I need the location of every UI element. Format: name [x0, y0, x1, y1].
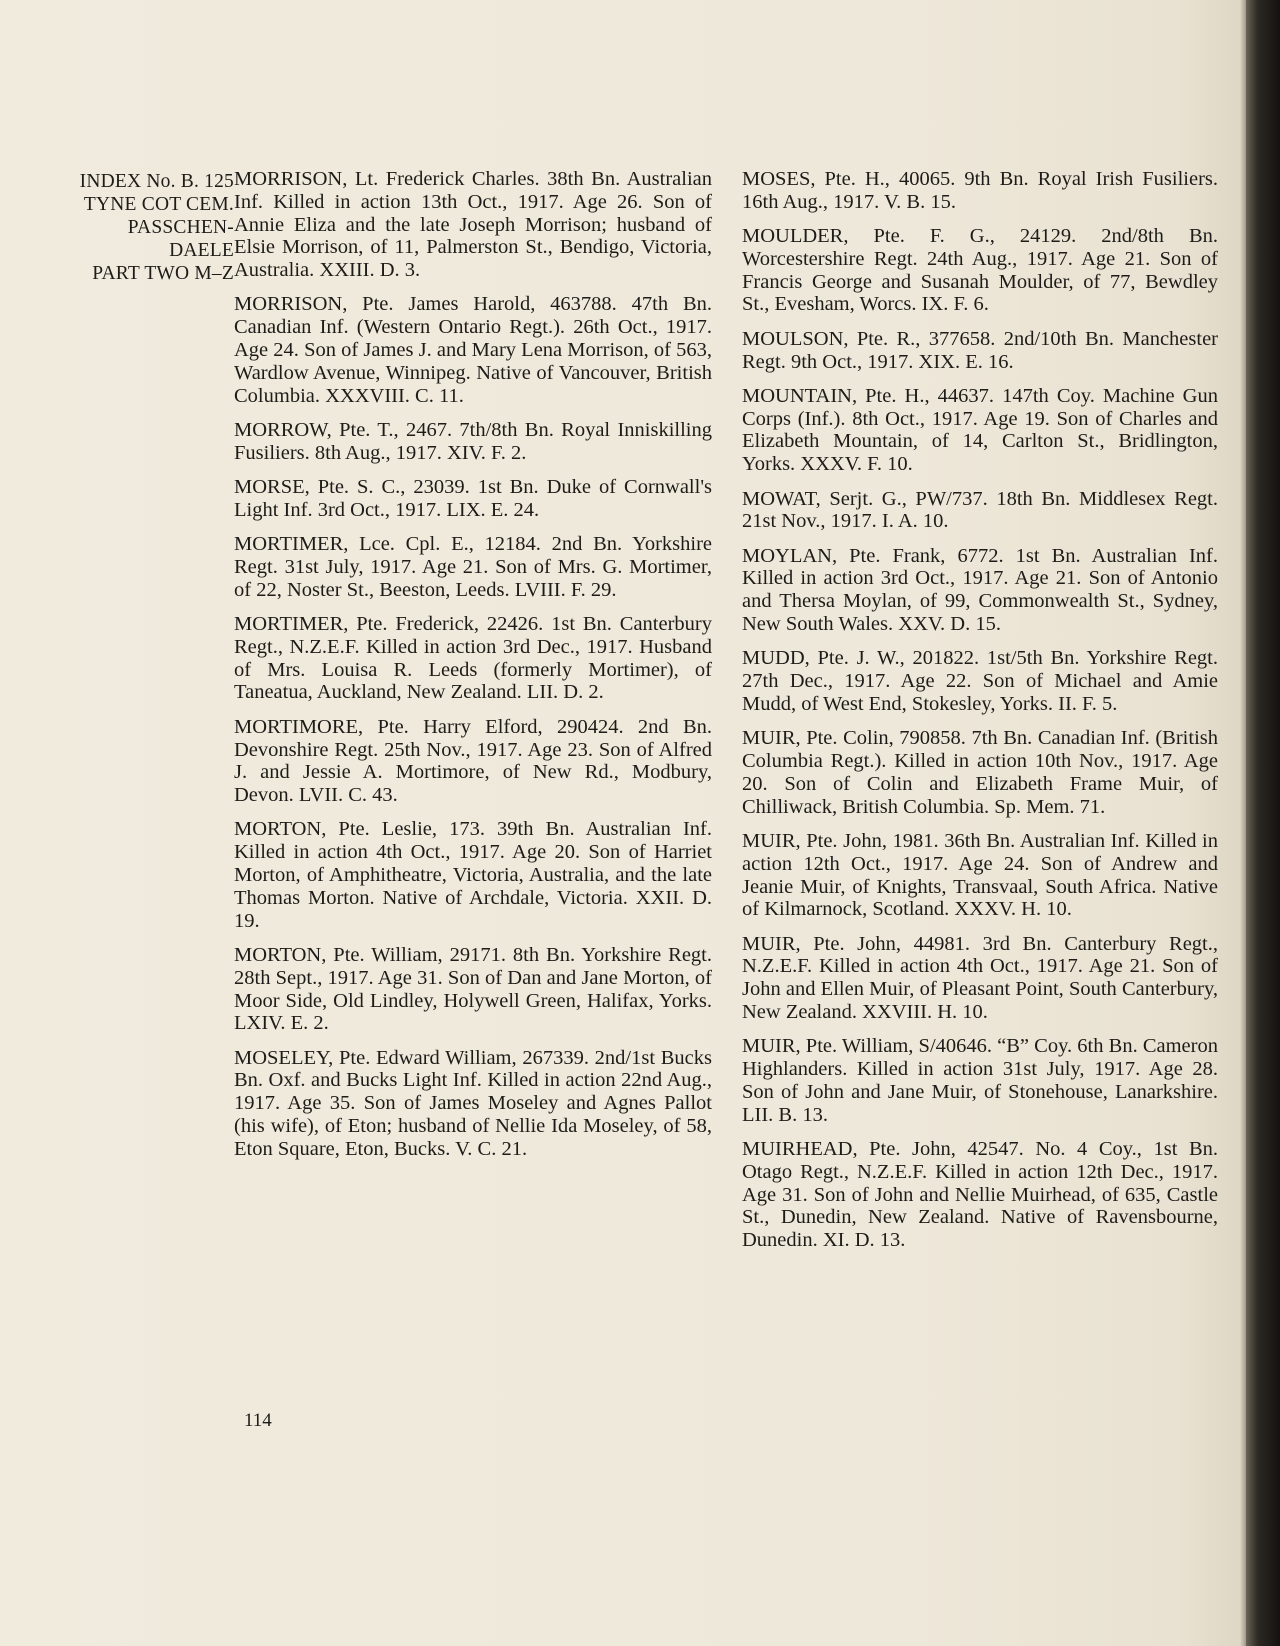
header-place-line-1: PASSCHEN- — [127, 217, 234, 238]
entry: MUIR, Pte. William, S/40646. “B” Coy. 6th Bn. Cameron Highlanders. Killed in action 31st July, 1917. Age 28. Son of John and Jane Muir, of Stonehouse, Lanarkshire. LII. B. 13. — [742, 1035, 1218, 1126]
entry: MUDD, Pte. J. W., 201822. 1st/5th Bn. Yorkshire Regt. 27th Dec., 1917. Age 22. Son of Michael and Amie Mudd, of West End, Stokesley, Yorks. II. F. 5. — [742, 647, 1218, 715]
left-column — [234, 168, 712, 1172]
entry: MOSES, Pte. H., 40065. 9th Bn. Royal Irish Fusiliers. 16th Aug., 1917. V. B. 15. — [742, 168, 1218, 213]
right-column — [742, 168, 1218, 1263]
entry: MORTIMORE, Pte. Harry Elford, 290424. 2nd Bn. Devonshire Regt. 25th Nov., 1917. Age 23. Son of Alfred J. and Jessie A. Mortimore, of New Rd., Modbury, Devon. LVII. C. 43. — [234, 715, 712, 807]
entry: MORTIMER, Pte. Frederick, 22426. 1st Bn. Canterbury Regt., N.Z.E.F. Killed in action 3rd Dec., 1917. Husband of Mrs. Louisa R. Leeds (formerly Mortimer), of Taneatua, Auckland, New Zealand. LII. D. 2. — [234, 613, 712, 704]
header-part: PART TWO M–Z — [92, 263, 234, 284]
entry: MORSE, Pte. S. C., 23039. 1st Bn. Duke of Cornwall's Light Inf. 3rd Oct., 1917. LIX. E. 24. — [234, 476, 712, 521]
book-spine — [1246, 0, 1280, 1646]
entry: MUIR, Pte. Colin, 790858. 7th Bn. Canadian Inf. (British Columbia Regt.). Killed in action 10th Nov., 1917. Age 20. Son of Colin and Elizabeth Frame Muir, of Chilliwack, British Columbia. Sp. Mem. 71. — [742, 727, 1218, 818]
index-header — [24, 170, 234, 285]
entry: MORROW, Pte. T., 2467. 7th/8th Bn. Royal Inniskilling Fusiliers. 8th Aug., 1917. XIV. F. 2. — [234, 418, 712, 464]
entry: MORRISON, Pte. James Harold, 463788. 47th Bn. Canadian Inf. (Western Ontario Regt.). 26th Oct., 1917. Age 24. Son of James J. and Mary Lena Morrison, of 563, Wardlow Avenue, Winnipeg. Native of Vancouver, British Columbia. XXXVIII. C. 11. — [234, 293, 712, 407]
entry: MORTON, Pte. Leslie, 173. 39th Bn. Australian Inf. Killed in action 4th Oct., 1917. Age 20. Son of Harriet Morton, of Amphitheatre, Victoria, Australia, and the late Thomas Morton. Native of Archdale, Victoria. XXII. D. 19. — [234, 818, 712, 932]
header-index-number: INDEX No. B. 125 — [79, 171, 234, 192]
entry: MOUNTAIN, Pte. H., 44637. 147th Coy. Machine Gun Corps (Inf.). 8th Oct., 1917. Age 19. Son of Charles and Elizabeth Mountain, of 14, Carlton St., Bridlington, Yorks. XXXV. F. 10. — [742, 384, 1218, 476]
entry: MOULDER, Pte. F. G., 24129. 2nd/8th Bn. Worcestershire Regt. 24th Aug., 1917. Age 21. Son of Francis George and Susanah Moulder, of 77, Bewdley St., Evesham, Worcs. IX. F. 6. — [742, 225, 1218, 316]
page-number: 114 — [244, 1410, 272, 1431]
header-place-line-2: DAELE — [169, 240, 234, 261]
entry: MORTIMER, Lce. Cpl. E., 12184. 2nd Bn. Yorkshire Regt. 31st July, 1917. Age 21. Son of Mrs. G. Mortimer, of 22, Noster St., Beeston, Leeds. LVIII. F. 29. — [234, 533, 712, 601]
entry: MOYLAN, Pte. Frank, 6772. 1st Bn. Australian Inf. Killed in action 3rd Oct., 1917. Age 21. Son of Antonio and Thersa Moylan, of 99, Commonwealth St., Sydney, New South Wales. XXV. D. 15. — [742, 544, 1218, 636]
entry: MUIRHEAD, Pte. John, 42547. No. 4 Coy., 1st Bn. Otago Regt., N.Z.E.F. Killed in action 12th Dec., 1917. Age 31. Son of John and Nellie Muirhead, of 635, Castle St., Dunedin, New Zealand. Native of Ravensbourne, Dunedin. XI. D. 13. — [742, 1137, 1218, 1252]
entry: MORTON, Pte. William, 29171. 8th Bn. Yorkshire Regt. 28th Sept., 1917. Age 31. Son of Dan and Jane Morton, of Moor Side, Old Lindley, Holywell Green, Halifax, Yorks. LXIV. E. 2. — [234, 943, 712, 1035]
header-cemetery: TYNE COT CEM. — [83, 194, 234, 215]
entry: MOWAT, Serjt. G., PW/737. 18th Bn. Middlesex Regt. 21st Nov., 1917. I. A. 10. — [742, 487, 1218, 533]
entry: MOSELEY, Pte. Edward William, 267339. 2nd/1st Bucks Bn. Oxf. and Bucks Light Inf. Killed in action 22nd Aug., 1917. Age 35. Son of James Moseley and Agnes Pallot (his wife), of Eton; husband of Nellie Ida Moseley, of 58, Eton Square, Eton, Bucks. V. C. 21. — [234, 1046, 712, 1160]
entry: MUIR, Pte. John, 44981. 3rd Bn. Canterbury Regt., N.Z.E.F. Killed in action 4th Oct., 1917. Age 21. Son of John and Ellen Muir, of Pleasant Point, South Canterbury, New Zealand. XXVIII. H. 10. — [742, 932, 1218, 1023]
entry: MORRISON, Lt. Frederick Charles. 38th Bn. Australian Inf. Killed in action 13th Oct., 1917. Age 26. Son of Annie Eliza and the late Joseph Morrison; husband of Elsie Morrison, of 11, Palmerston St., Bendigo, Victoria, Australia. XXIII. D. 3. — [234, 168, 712, 282]
entry: MOULSON, Pte. R., 377658. 2nd/10th Bn. Manchester Regt. 9th Oct., 1917. XIX. E. 16. — [742, 327, 1218, 373]
entry: MUIR, Pte. John, 1981. 36th Bn. Australian Inf. Killed in action 12th Oct., 1917. Age 24. Son of Andrew and Jeanie Muir, of Knights, Transvaal, South Africa. Native of Kilmarnock, Scotland. XXXV. H. 10. — [742, 829, 1218, 921]
